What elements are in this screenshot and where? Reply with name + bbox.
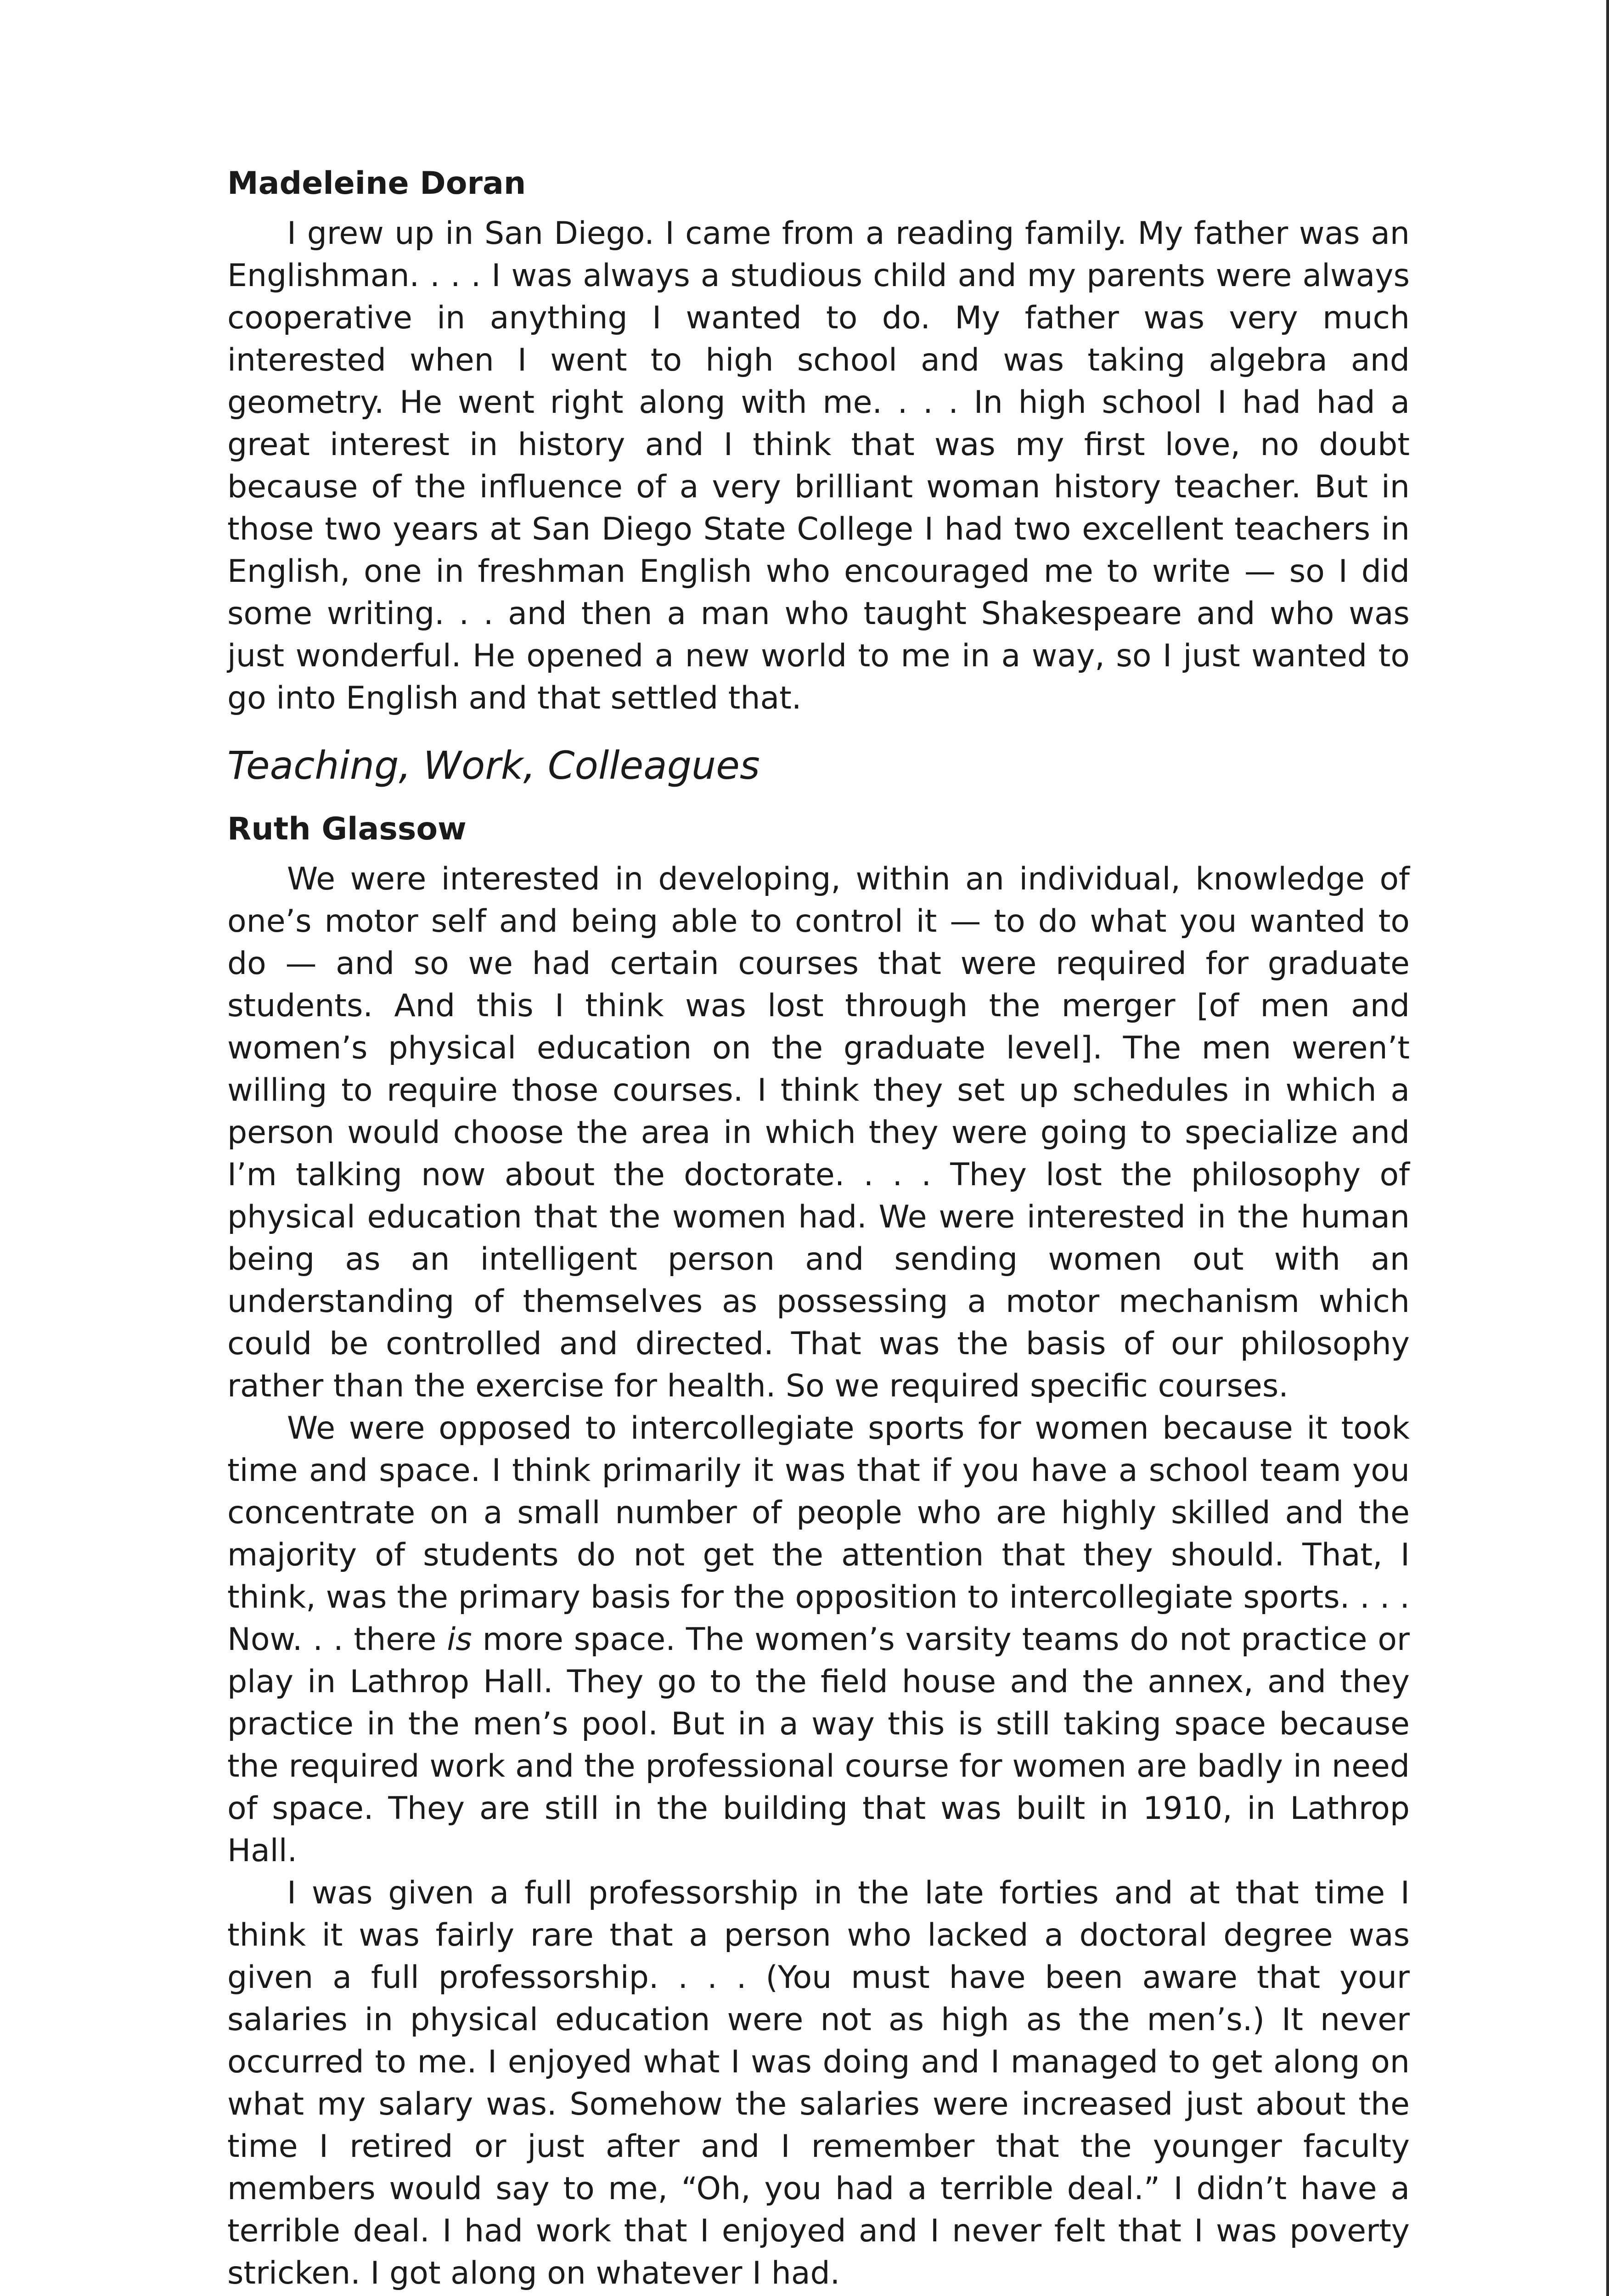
section-title: Teaching, Work, Colleagues <box>227 743 760 788</box>
glassow-paragraph-1: We were interested in developing, within an individual, knowledge of one’s motor self and being able to control it — to do what you wanted to do — and so we had certain courses that were required for graduate students. And this I think was lost through the merger [of men and women’s physical education on the graduate level]. The men weren’t willing to require those courses. I think they set up schedules in which a person would choose the area in which they were going to specialize and I’m talking now about the doctorate. . . . They lost the philosophy of physical education that the women had. We were interested in the human being as an intelligent person and sending women out with an understanding of themselves as possessing a motor mechanism which could be controlled and directed. That was the basis of our philosophy rather than the exercise for health. So we required specific courses. <box>227 861 1410 1404</box>
page-content <box>227 158 1410 2296</box>
doran-paragraph-1: I grew up in San Diego. I came from a reading family. My father was an Englishman. . . . I was always a studious child and my parents were always cooperative in anything I wanted to do. My father was very much interested when I went to high school and was taking algebra and geometry. He went right along with me. . . . In high school I had had a great interest in history and I think that was my first love, no doubt because of the influence of a very brilliant woman history teacher. But in those two years at San Diego State College I had two excellent teachers in English, one in freshman English who encouraged me to write — so I did some writing. . . and then a man who taught Shakespeare and who was just wonderful. He opened a new world to me in a way, so I just wanted to go into English and that settled that. <box>227 215 1410 716</box>
page-edge <box>1606 0 1609 2296</box>
glassow-paragraph-2: We were opposed to intercollegiate sports for women because it took time and space. I think primarily it was that if you have a school team you concentrate on a small number of people who are highly skilled and the majority of students do not get the attention that they should. That, I think, was the primary basis for the opposition to intercollegiate sports. . . . Now. . . there is more space. The women’s varsity teams do not practice or play in Lathrop Hall. They go to the field house and the annex, and they practice in the men’s pool. But in a way this is still taking space because the required work and the professional course for women are badly in need of space. They are still in the building that was built in 1910, in Lathrop Hall. <box>227 1410 1410 1869</box>
speaker-heading-doran: Madeleine Doran <box>227 165 526 202</box>
speaker-heading-glassow: Ruth Glassow <box>227 811 467 847</box>
glassow-paragraph-3: I was given a full professorship in the late forties and at that time I think it was fairly rare that a person who lacked a doctoral degree was given a full professorship. . . . (You must have been aware that your salaries in physical education were not as high as the men’s.) It never occurred to me. I enjoyed what I was doing and I managed to get along on what my salary was. Somehow the salaries were increased just about the time I retired or just after and I remember that the younger faculty members would say to me, “Oh, you had a terrible deal.” I didn’t have a terrible deal. I had work that I enjoyed and I never felt that I was poverty stricken. I got along on whatever I had. <box>227 1875 1410 2291</box>
